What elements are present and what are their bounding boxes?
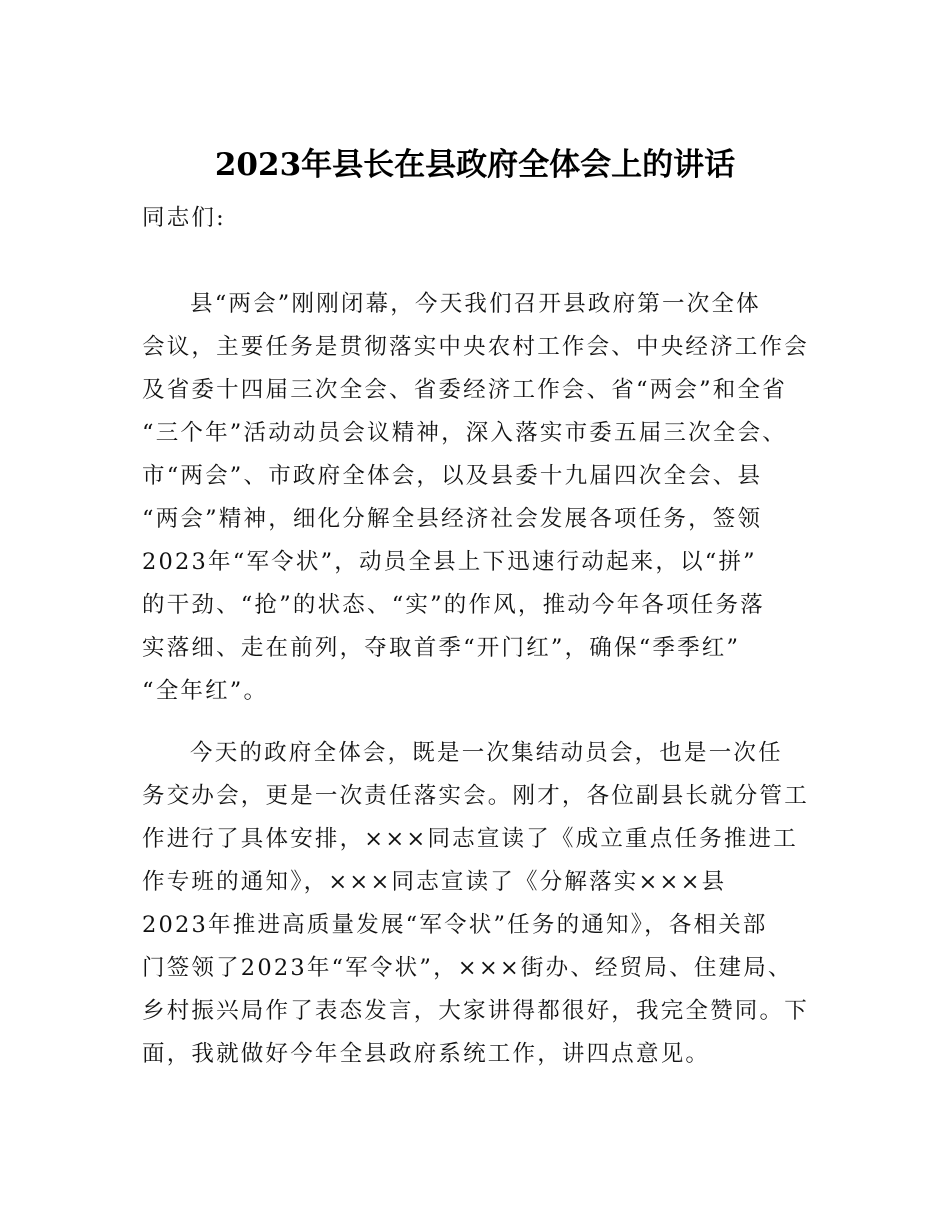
paragraph-line: “全年红”。 (142, 678, 269, 704)
paragraph-line: 乡村振兴局作了表态发言，大家讲得都很好，我完全赞同。下 (142, 998, 809, 1024)
paragraph-line: 面，我就做好今年全县政府系统工作，讲四点意见。 (142, 1041, 711, 1067)
paragraph-line: 市“两会”、市政府全体会，以及县委十九届四次全会、县 (142, 463, 763, 489)
paragraph-line: 2023年推进高质量发展“军令状”任务的通知》，各相关部 (142, 912, 768, 938)
paragraph-line: 的干劲、“抢”的状态、“实”的作风，推动今年各项任务落 (142, 592, 765, 618)
paragraph-line: 2023年“军令状”，动员全县上下迅速行动起来，以“拼” (142, 549, 757, 575)
paragraph-line: “两会”精神，细化分解全县经济社会发展各项任务，签领 (142, 506, 763, 532)
paragraph-line: “三个年”活动动员会议精神，深入落实市委五届三次全会、 (142, 420, 787, 446)
paragraph-line: 门签领了2023年“军令状”，×××街办、经贸局、住建局、 (142, 955, 793, 981)
paragraph-line: 务交办会，更是一次责任落实会。刚才，各位副县长就分管工 (142, 783, 809, 809)
salutation: 同志们: (142, 205, 226, 231)
paragraph-line: 实落细、走在前列，夺取首季“开门红”，确保“季季红” (142, 635, 741, 661)
paragraph-1 (142, 283, 812, 713)
paragraph-2 (142, 732, 812, 1076)
paragraph-line: 作专班的通知》，×××同志宣读了《分解落实×××县 (142, 869, 727, 895)
paragraph-line: 作进行了具体安排，×××同志宣读了《成立重点任务推进工 (142, 826, 798, 852)
document-title: 2023年县长在县政府全体会上的讲话 (214, 147, 736, 183)
paragraph-line: 今天的政府全体会，既是一次集结动员会，也是一次任 (190, 740, 783, 766)
paragraph-line: 会议，主要任务是贯彻落实中央农村工作会、中央经济工作会 (142, 334, 809, 360)
paragraph-line: 县“两会”刚刚闭幕，今天我们召开县政府第一次全体 (190, 291, 761, 317)
paragraph-line: 及省委十四届三次全会、省委经济工作会、省“两会”和全省 (142, 377, 787, 403)
